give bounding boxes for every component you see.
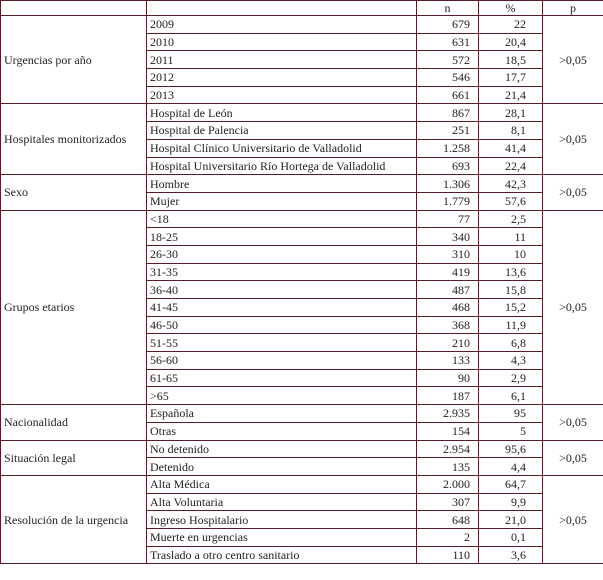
n-cell: 546 [417, 69, 479, 87]
group-label: Grupos etarios [1, 210, 147, 405]
n-cell: 251 [417, 122, 479, 140]
n-cell: 187 [417, 387, 479, 405]
percent-cell: 9,9 [479, 493, 543, 511]
percent-cell: 64,7 [479, 475, 543, 493]
group-label: Situación legal [1, 440, 147, 475]
n-cell: 77 [417, 210, 479, 228]
category-cell: Alta Voluntaria [147, 493, 417, 511]
header-group [1, 1, 147, 16]
category-cell: Traslado a otro centro sanitario [147, 546, 417, 564]
n-cell: 307 [417, 493, 479, 511]
group-label: Hospitales monitorizados [1, 104, 147, 175]
percent-cell: 11 [479, 228, 543, 246]
category-cell: Hombre [147, 175, 417, 193]
table-row [1, 210, 603, 228]
percent-cell: 6,8 [479, 334, 543, 352]
percent-cell: 18,5 [479, 51, 543, 69]
category-cell: 61-65 [147, 369, 417, 387]
percent-cell: 28,1 [479, 104, 543, 122]
category-cell: 2011 [147, 51, 417, 69]
table-row [1, 440, 603, 458]
category-cell: Hospital Clínico Universitario de Valladolid [147, 139, 417, 157]
category-cell: Muerte en urgencias [147, 528, 417, 546]
table-row [1, 104, 603, 122]
category-cell: 2012 [147, 69, 417, 87]
percent-cell: 95,6 [479, 440, 543, 458]
category-cell: Detenido [147, 458, 417, 476]
table-row [1, 175, 603, 193]
percent-cell: 57,6 [479, 192, 543, 210]
p-value-cell: >0,05 [543, 210, 603, 405]
percent-cell: 22 [479, 16, 543, 34]
category-cell: Ingreso Hospitalario [147, 511, 417, 529]
percent-cell: 2,9 [479, 369, 543, 387]
category-cell: 18-25 [147, 228, 417, 246]
p-value-cell: >0,05 [543, 175, 603, 210]
group-label: Urgencias por año [1, 16, 147, 104]
p-value-cell: >0,05 [543, 104, 603, 175]
table-row [1, 16, 603, 34]
table-row [1, 405, 603, 423]
category-cell: Otras [147, 422, 417, 440]
category-cell: Hospital de León [147, 104, 417, 122]
n-cell: 1.306 [417, 175, 479, 193]
category-cell: 2009 [147, 16, 417, 34]
header-row [1, 1, 603, 16]
p-value-cell: >0,05 [543, 405, 603, 440]
n-cell: 210 [417, 334, 479, 352]
percent-cell: 20,4 [479, 33, 543, 51]
n-cell: 468 [417, 299, 479, 317]
category-cell: 31-35 [147, 263, 417, 281]
n-cell: 154 [417, 422, 479, 440]
percent-cell: 10 [479, 245, 543, 263]
n-cell: 867 [417, 104, 479, 122]
category-cell: No detenido [147, 440, 417, 458]
table-row [1, 475, 603, 493]
percent-cell: 21,4 [479, 86, 543, 104]
n-cell: 1.258 [417, 139, 479, 157]
n-cell: 368 [417, 316, 479, 334]
category-cell: Española [147, 405, 417, 423]
p-value-cell: >0,05 [543, 475, 603, 563]
n-cell: 648 [417, 511, 479, 529]
header-p: p [543, 1, 603, 16]
table-body [1, 16, 603, 564]
n-cell: 572 [417, 51, 479, 69]
p-value-cell: >0,05 [543, 16, 603, 104]
n-cell: 2 [417, 528, 479, 546]
percent-cell: 42,3 [479, 175, 543, 193]
percent-cell: 6,1 [479, 387, 543, 405]
n-cell: 419 [417, 263, 479, 281]
n-cell: 135 [417, 458, 479, 476]
percent-cell: 21,0 [479, 511, 543, 529]
category-cell: >65 [147, 387, 417, 405]
header-n: n [417, 1, 479, 16]
n-cell: 110 [417, 546, 479, 564]
percent-cell: 17,7 [479, 69, 543, 87]
category-cell: Hospital Universitario Río Hortega de Valladolid [147, 157, 417, 175]
percent-cell: 22,4 [479, 157, 543, 175]
category-cell: 56-60 [147, 352, 417, 370]
group-label: Sexo [1, 175, 147, 210]
group-label: Resolución de la urgencia [1, 475, 147, 563]
percent-cell: 13,6 [479, 263, 543, 281]
n-cell: 1.779 [417, 192, 479, 210]
category-cell: <18 [147, 210, 417, 228]
percent-cell: 8,1 [479, 122, 543, 140]
group-label: Nacionalidad [1, 405, 147, 440]
percent-cell: 2,5 [479, 210, 543, 228]
n-cell: 661 [417, 86, 479, 104]
n-cell: 90 [417, 369, 479, 387]
percent-cell: 11,9 [479, 316, 543, 334]
percent-cell: 41,4 [479, 139, 543, 157]
n-cell: 2.000 [417, 475, 479, 493]
percent-cell: 15,2 [479, 299, 543, 317]
category-cell: 26-30 [147, 245, 417, 263]
percent-cell: 4,3 [479, 352, 543, 370]
category-cell: 2010 [147, 33, 417, 51]
n-cell: 679 [417, 16, 479, 34]
category-cell: 41-45 [147, 299, 417, 317]
n-cell: 693 [417, 157, 479, 175]
percent-cell: 15,8 [479, 281, 543, 299]
category-cell: 51-55 [147, 334, 417, 352]
n-cell: 2.935 [417, 405, 479, 423]
category-cell: Mujer [147, 192, 417, 210]
percent-cell: 95 [479, 405, 543, 423]
category-cell: 46-50 [147, 316, 417, 334]
percent-cell: 3,6 [479, 546, 543, 564]
percent-cell: 4,4 [479, 458, 543, 476]
p-value-cell: >0,05 [543, 440, 603, 475]
n-cell: 133 [417, 352, 479, 370]
n-cell: 487 [417, 281, 479, 299]
header-category [147, 1, 417, 16]
percent-cell: 5 [479, 422, 543, 440]
category-cell: 2013 [147, 86, 417, 104]
percent-cell: 0,1 [479, 528, 543, 546]
n-cell: 2.954 [417, 440, 479, 458]
category-cell: 36-40 [147, 281, 417, 299]
n-cell: 310 [417, 245, 479, 263]
header-percent: % [479, 1, 543, 16]
category-cell: Alta Médica [147, 475, 417, 493]
category-cell: Hospital de Palencia [147, 122, 417, 140]
n-cell: 631 [417, 33, 479, 51]
n-cell: 340 [417, 228, 479, 246]
